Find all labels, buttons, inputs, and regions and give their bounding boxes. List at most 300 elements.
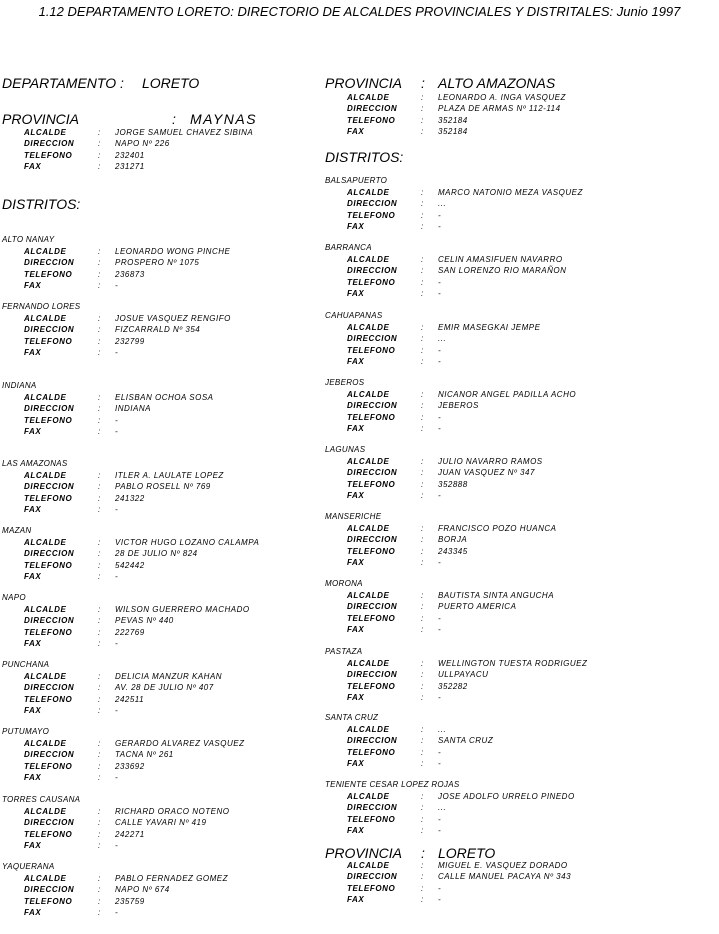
field-colon: :: [98, 139, 101, 149]
field-colon: :: [421, 390, 424, 399]
field-value: CALLE YAVARI Nº 419: [115, 818, 207, 828]
district-block: [2, 726, 245, 783]
field-label: DIRECCION: [347, 199, 398, 209]
field-label: DIRECCION: [347, 736, 398, 746]
field-row: [2, 324, 201, 335]
field-row: [2, 694, 145, 705]
field-value: PABLO ROSELL Nº 769: [115, 482, 211, 492]
field-label: DIRECCION: [347, 670, 398, 680]
field-label: ALCALDE: [347, 725, 390, 734]
field-label: DIRECCION: [24, 404, 75, 414]
field-row: [2, 257, 200, 268]
field-row: [325, 277, 442, 288]
field-row: [2, 470, 224, 481]
field-colon: :: [421, 356, 424, 366]
field-value: -: [438, 221, 442, 231]
field-label: FAX: [24, 772, 42, 782]
field-label: ALCALDE: [24, 739, 67, 748]
field-value: TACNA Nº 261: [115, 750, 174, 760]
provincia-alto-amazonas-label: PROVINCIA: [325, 75, 403, 91]
field-colon: :: [421, 670, 424, 680]
district-name: YAQUERANA: [2, 862, 55, 871]
district-block: [2, 794, 230, 851]
field-label: ALCALDE: [347, 93, 390, 102]
field-colon: :: [421, 468, 424, 478]
provincia-alto-amazonas-colon: :: [421, 75, 425, 91]
district-name: CAHUAPANAS: [325, 311, 383, 320]
field-value: ULLPAYACU: [438, 670, 489, 680]
field-value: JULIO NAVARRO RAMOS: [438, 457, 543, 466]
field-value: -: [438, 345, 442, 355]
field-row: [2, 504, 119, 515]
district-block: [325, 377, 577, 434]
field-row: [2, 313, 231, 324]
field-row: [2, 403, 151, 414]
district-block: [2, 861, 228, 918]
field-row: [325, 198, 447, 209]
field-value: 28 DE JULIO Nº 824: [115, 549, 198, 559]
field-label: FAX: [24, 638, 42, 648]
field-value: AV. 28 DE JULIO Nº 407: [115, 683, 214, 693]
field-row: [2, 537, 260, 548]
district-name: MORONA: [325, 579, 363, 588]
field-colon: :: [421, 803, 424, 813]
field-row: [325, 557, 442, 568]
field-label: TELEFONO: [24, 150, 73, 160]
field-label: FAX: [347, 490, 365, 500]
field-value: -: [438, 883, 442, 893]
field-colon: :: [421, 692, 424, 702]
field-row: [325, 456, 543, 467]
field-value: -: [115, 347, 119, 357]
field-label: ALCALDE: [347, 457, 390, 466]
field-value: ...: [438, 725, 447, 734]
field-colon: :: [98, 560, 101, 570]
field-row: [325, 658, 588, 669]
field-row: [2, 638, 119, 649]
field-value: BAUTISTA SINTA ANGUCHA: [438, 591, 555, 600]
field-label: FAX: [347, 221, 365, 231]
field-label: TELEFONO: [347, 883, 396, 893]
field-value: PUERTO AMERICA: [438, 602, 517, 612]
field-colon: :: [421, 188, 424, 197]
field-row: [2, 426, 119, 437]
field-value: -: [438, 624, 442, 634]
district-name: JEBEROS: [325, 378, 365, 387]
field-colon: :: [98, 605, 101, 614]
field-row: [325, 735, 494, 746]
field-row: [2, 840, 119, 851]
field-label: DIRECCION: [347, 803, 398, 813]
field-row: [325, 412, 442, 423]
field-label: ALCALDE: [24, 874, 67, 883]
district-block: [2, 458, 224, 515]
district-name: LAS AMAZONAS: [2, 459, 68, 468]
field-colon: :: [98, 404, 101, 414]
field-row: [325, 423, 442, 434]
field-label: TELEFONO: [347, 814, 396, 824]
field-label: TELEFONO: [24, 336, 73, 346]
field-row: [2, 705, 119, 716]
field-value: 231271: [115, 161, 145, 171]
field-colon: :: [421, 479, 424, 489]
field-row: [2, 627, 145, 638]
field-colon: :: [98, 896, 101, 906]
field-value: -: [438, 747, 442, 757]
field-value: ITLER A. LAULATE LOPEZ: [115, 471, 224, 480]
field-value: -: [115, 705, 119, 715]
field-colon: :: [421, 725, 424, 734]
field-label: ALCALDE: [347, 792, 390, 801]
field-row: [325, 467, 535, 478]
field-colon: :: [98, 482, 101, 492]
field-value: 232799: [115, 336, 145, 346]
field-label: FAX: [347, 423, 365, 433]
field-row: [2, 896, 145, 907]
field-row: [2, 392, 214, 403]
field-label: TELEFONO: [24, 829, 73, 839]
district-name: BALSAPUERTO: [325, 176, 388, 185]
field-value: EMIR MASEGKAI JEMPE: [438, 323, 541, 332]
field-label: TELEFONO: [24, 761, 73, 771]
field-value: -: [438, 277, 442, 287]
field-row: [2, 481, 211, 492]
field-colon: :: [98, 415, 101, 425]
field-value: BORJA: [438, 535, 468, 545]
district-block: [325, 511, 557, 568]
field-row: [325, 523, 557, 534]
field-colon: :: [421, 345, 424, 355]
field-row: [325, 624, 442, 635]
field-label: TELEFONO: [24, 415, 73, 425]
field-label: ALCALDE: [347, 861, 390, 870]
field-value: 243345: [438, 546, 468, 556]
field-value: 236873: [115, 269, 145, 279]
field-colon: :: [98, 694, 101, 704]
field-colon: :: [421, 602, 424, 612]
field-value: 242271: [115, 829, 145, 839]
field-value: FRANCISCO POZO HUANCA: [438, 524, 557, 533]
field-value: SANTA CRUZ: [438, 736, 494, 746]
field-row: [325, 802, 460, 813]
field-label: DIRECCION: [24, 683, 75, 693]
field-label: FAX: [347, 288, 365, 298]
district-name: PUNCHANA: [2, 660, 50, 669]
field-label: ALCALDE: [347, 390, 390, 399]
field-colon: :: [421, 659, 424, 668]
field-label: FAX: [24, 280, 42, 290]
field-value: -: [438, 758, 442, 768]
district-name: PUTUMAYO: [2, 727, 50, 736]
field-label: DIRECCION: [347, 602, 398, 612]
field-row: [2, 682, 214, 693]
field-label: DIRECCION: [24, 750, 75, 760]
field-row: [2, 772, 119, 783]
district-block: [325, 175, 583, 232]
field-row: [2, 671, 223, 682]
field-row: [2, 336, 145, 347]
field-label: FAX: [24, 347, 42, 357]
field-colon: :: [421, 334, 424, 344]
field-label: TELEFONO: [24, 269, 73, 279]
field-label: DIRECCION: [347, 266, 398, 276]
field-value: JUAN VASQUEZ Nº 347: [438, 468, 535, 478]
departamento-value: LORETO: [142, 75, 200, 91]
field-value: ELISBAN OCHOA SOSA: [115, 393, 214, 402]
field-label: DIRECCION: [24, 616, 75, 626]
provincia-maynas-label: PROVINCIA: [2, 111, 80, 127]
field-colon: :: [98, 426, 101, 436]
field-colon: :: [98, 314, 101, 323]
field-colon: :: [98, 504, 101, 514]
field-value: 352184: [438, 115, 468, 125]
field-row: [2, 604, 250, 615]
field-row: [2, 806, 230, 817]
field-value: INDIANA: [115, 404, 151, 414]
field-row: [2, 571, 119, 582]
provincia-maynas-colon: :: [172, 111, 176, 127]
field-label: TELEFONO: [347, 747, 396, 757]
field-colon: :: [98, 739, 101, 748]
field-label: FAX: [24, 907, 42, 917]
field-row: [2, 615, 174, 626]
field-value: VICTOR HUGO LOZANO CALAMPA: [115, 538, 260, 547]
field-colon: :: [421, 872, 424, 882]
field-label: DIRECCION: [24, 482, 75, 492]
field-colon: :: [421, 792, 424, 801]
field-value: GERARDO ALVAREZ VASQUEZ: [115, 739, 245, 748]
field-colon: :: [98, 907, 101, 917]
field-label: TELEFONO: [24, 694, 73, 704]
field-label: DIRECCION: [347, 104, 398, 114]
field-colon: :: [98, 840, 101, 850]
field-row: [325, 681, 468, 692]
field-value: WELLINGTON TUESTA RODRIGUEZ: [438, 659, 588, 668]
field-label: TELEFONO: [347, 412, 396, 422]
field-colon: :: [421, 221, 424, 231]
field-value: -: [115, 907, 119, 917]
distritos-heading-right: DISTRITOS:: [325, 149, 404, 165]
field-label: FAX: [24, 504, 42, 514]
departamento-label: DEPARTAMENTO :: [2, 75, 124, 91]
field-label: ALCALDE: [347, 659, 390, 668]
field-value: -: [438, 210, 442, 220]
field-colon: :: [421, 199, 424, 209]
field-colon: :: [421, 323, 424, 332]
field-label: TELEFONO: [347, 345, 396, 355]
field-label: ALCALDE: [347, 524, 390, 533]
field-value: JEBEROS: [438, 401, 479, 411]
district-block: [325, 578, 555, 635]
district-name: TORRES CAUSANA: [2, 795, 81, 804]
field-label: ALCALDE: [347, 255, 390, 264]
field-label: TELEFONO: [24, 560, 73, 570]
field-colon: :: [421, 613, 424, 623]
field-label: FAX: [347, 758, 365, 768]
field-row: [325, 345, 442, 356]
field-row: [325, 210, 442, 221]
document-title: 1.12 DEPARTAMENTO LORETO: DIRECTORIO DE ALCALDES PROVINCIALES Y DISTRITALES: Junio 1997: [38, 4, 681, 19]
field-row: [325, 724, 447, 735]
district-block: [2, 301, 231, 358]
field-colon: :: [421, 546, 424, 556]
field-label: ALCALDE: [347, 188, 390, 197]
field-colon: :: [98, 627, 101, 637]
field-colon: :: [98, 672, 101, 681]
field-colon: :: [421, 412, 424, 422]
field-row: [325, 356, 442, 367]
district-name: SANTA CRUZ: [325, 713, 379, 722]
field-value: -: [115, 415, 119, 425]
field-value: -: [438, 490, 442, 500]
field-label: TELEFONO: [347, 210, 396, 220]
field-row: [2, 269, 145, 280]
field-value: JOSUE VASQUEZ RENGIFO: [115, 314, 231, 323]
district-name: LAGUNAS: [325, 445, 366, 454]
field-value: JOSE ADOLFO URRELO PINEDO: [438, 792, 575, 801]
field-value: JORGE SAMUEL CHAVEZ SIBINA: [115, 128, 254, 137]
provincia-loreto-colon: :: [421, 845, 425, 861]
field-value: 352888: [438, 479, 468, 489]
field-value: NAPO Nº 674: [115, 885, 170, 895]
district-block: [325, 779, 575, 836]
field-row: [325, 221, 442, 232]
field-row: [325, 288, 442, 299]
field-label: TELEFONO: [347, 277, 396, 287]
field-colon: :: [421, 894, 424, 904]
field-colon: :: [98, 683, 101, 693]
field-colon: :: [98, 750, 101, 760]
field-label: ALCALDE: [24, 393, 67, 402]
field-colon: :: [421, 277, 424, 287]
field-label: TELEFONO: [347, 115, 396, 125]
field-row: [325, 534, 468, 545]
field-value: -: [438, 825, 442, 835]
field-colon: :: [421, 93, 424, 102]
field-value: ...: [438, 199, 447, 209]
field-row: [2, 749, 174, 760]
field-row: [325, 187, 583, 198]
field-colon: :: [98, 336, 101, 346]
field-label: DIRECCION: [347, 872, 398, 882]
field-value: 232401: [115, 150, 145, 160]
field-value: -: [438, 692, 442, 702]
field-row: [325, 479, 468, 490]
field-colon: :: [421, 557, 424, 567]
field-value: LEONARDO WONG PINCHE: [115, 247, 231, 256]
field-row: [325, 322, 541, 333]
field-label: FAX: [24, 426, 42, 436]
field-label: DIRECCION: [347, 468, 398, 478]
field-row: [2, 738, 245, 749]
field-value: -: [438, 423, 442, 433]
field-value: SAN LORENZO RIO MARAÑON: [438, 266, 567, 276]
field-colon: :: [98, 493, 101, 503]
field-label: ALCALDE: [24, 471, 67, 480]
field-colon: :: [421, 681, 424, 691]
field-value: CALLE MANUEL PACAYA Nº 343: [438, 872, 572, 882]
field-label: ALCALDE: [24, 128, 67, 137]
field-colon: :: [98, 280, 101, 290]
district-name: ALTO NANAY: [2, 235, 55, 244]
field-colon: :: [421, 736, 424, 746]
district-block: [2, 525, 260, 582]
field-colon: :: [98, 347, 101, 357]
field-label: TELEFONO: [347, 479, 396, 489]
field-row: [2, 415, 119, 426]
field-colon: :: [421, 825, 424, 835]
district-block: [2, 380, 214, 437]
field-colon: :: [98, 818, 101, 828]
field-label: FAX: [347, 692, 365, 702]
field-label: DIRECCION: [24, 549, 75, 559]
field-value: FIZCARRALD Nº 354: [115, 325, 201, 335]
district-block: [325, 444, 543, 501]
field-value: 352282: [438, 681, 468, 691]
field-value: LEONARDO A. INGA VASQUEZ: [438, 93, 566, 102]
field-colon: :: [98, 616, 101, 626]
field-value: RICHARD ORACO NOTENO: [115, 807, 230, 816]
field-label: ALCALDE: [347, 591, 390, 600]
field-label: FAX: [347, 825, 365, 835]
field-row: [325, 814, 460, 825]
field-colon: :: [421, 255, 424, 264]
distritos-heading-left: DISTRITOS:: [2, 196, 81, 212]
field-label: FAX: [347, 356, 365, 366]
field-value: ...: [438, 334, 447, 344]
field-row: [325, 758, 442, 769]
field-label: DIRECCION: [24, 325, 75, 335]
field-label: TELEFONO: [24, 896, 73, 906]
field-colon: :: [421, 288, 424, 298]
field-colon: :: [98, 128, 101, 137]
district-block: [2, 659, 223, 716]
field-colon: :: [98, 471, 101, 480]
field-colon: :: [98, 638, 101, 648]
district-block: [325, 242, 567, 299]
field-label: ALCALDE: [347, 323, 390, 332]
field-label: ALCALDE: [24, 247, 67, 256]
district-block: [325, 646, 588, 703]
field-colon: :: [98, 247, 101, 256]
field-label: DIRECCION: [347, 535, 398, 545]
provincia-loreto-label: PROVINCIA: [325, 845, 403, 861]
field-colon: :: [98, 538, 101, 547]
field-value: PABLO FERNADEZ GOMEZ: [115, 874, 228, 883]
field-colon: :: [421, 624, 424, 634]
field-value: -: [438, 557, 442, 567]
field-colon: :: [421, 423, 424, 433]
field-colon: :: [421, 401, 424, 411]
field-value: 222769: [115, 627, 145, 637]
field-value: 241322: [115, 493, 145, 503]
district-name: BARRANCA: [325, 243, 372, 252]
field-colon: :: [421, 126, 424, 136]
field-value: -: [115, 772, 119, 782]
field-colon: :: [98, 885, 101, 895]
field-colon: :: [98, 150, 101, 160]
field-row: [325, 490, 442, 501]
field-value: ...: [438, 803, 447, 813]
field-colon: :: [98, 161, 101, 171]
field-label: FAX: [347, 624, 365, 634]
field-value: PLAZA DE ARMAS Nº 112-114: [438, 104, 561, 114]
field-colon: :: [98, 705, 101, 715]
field-label: ALCALDE: [24, 605, 67, 614]
field-colon: :: [421, 747, 424, 757]
field-row: [2, 246, 231, 257]
district-name: TENIENTE CESAR LOPEZ ROJAS: [325, 780, 460, 789]
